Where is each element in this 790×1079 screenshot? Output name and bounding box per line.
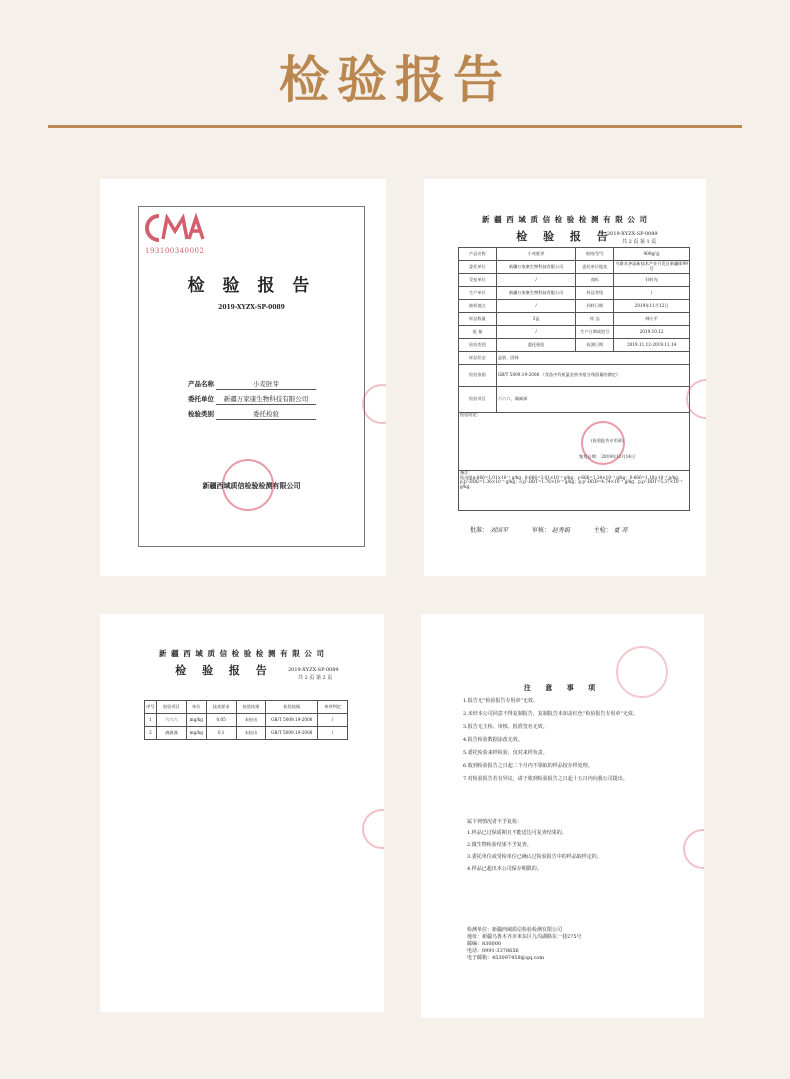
cma-code: 193100340002 <box>145 247 205 255</box>
table-cell: 0.05 <box>206 714 236 727</box>
info-value: 小麦胚芽 <box>496 248 576 261</box>
org-name: 新 疆 西 域 质 信 检 验 检 测 有 限 公 司 <box>159 649 325 658</box>
remark-text: 检出限α-666=1.01×10⁻³ g/kg；β-666=3.01×10⁻³ g/kg；γ-666=1.38×10⁻³ g/kg；δ-666=1.18×10⁻³ g/kg；p,p'-DDE=1.36×10⁻³ g/kg；o,p'-DDT=1.76×10⁻³ g/kg；p,p'-DDD=4.74×10⁻³ g/kg；p,p'-DDT=5.37×10⁻³ g/kg。 <box>460 474 683 489</box>
type-label: 检验类别 <box>188 410 214 418</box>
conclusion-cell <box>459 413 690 471</box>
notice-item: 4.报告检验数据涂改无效。 <box>463 737 523 743</box>
results-table <box>144 700 348 740</box>
info-value: 好时光 <box>614 274 690 287</box>
product-label: 产品名称 <box>188 380 214 388</box>
info-row <box>459 248 690 261</box>
review-signature: 赵秀娟 <box>551 527 570 534</box>
info-value: 乌鲁木齐高新技术产业开发区新疆街99号 <box>614 261 690 274</box>
notice-item: 3.报告无主检、审核、批准签名无效。 <box>463 724 548 730</box>
notice-item: 2.未经本公司同意不得复制报告，复制报告未加盖红色“检验报告专用章”无效。 <box>463 711 638 717</box>
column-header: 检验项目 <box>156 701 186 714</box>
table-cell: 2 <box>145 727 157 740</box>
test-label: 主检： <box>593 527 612 534</box>
cover-title: 检 验 报 告 <box>187 276 316 296</box>
column-header: 检验依据 <box>266 701 318 714</box>
basis-label: 检验依据 <box>459 365 497 387</box>
notice-page[interactable] <box>421 614 704 1018</box>
info-label: 委托单位地址 <box>576 261 614 274</box>
stamp-note: (检验报告专用章) <box>591 438 624 443</box>
report-number: 2019-XYZX-SP-0089 <box>288 667 339 673</box>
table-cell: 六六六 <box>156 714 186 727</box>
notice-item: 1.报告无“检验报告专用章”无效。 <box>463 698 538 704</box>
seam-seal <box>362 384 386 424</box>
notice-item: 7.对检验报告若有异议，请于收到检验报告之日起十五日内向我公司提出。 <box>463 776 628 782</box>
page-number: 共 2 页 第 2 页 <box>298 675 333 681</box>
notice-sub-item: 2.微生物检验结果不予复查。 <box>467 842 532 848</box>
cover-org: 新疆西域质信检验检测有限公司 <box>202 481 301 490</box>
column-header: 单位 <box>186 701 206 714</box>
org-name: 新 疆 西 域 质 信 检 验 检 测 有 限 公 司 <box>482 215 648 224</box>
info-label: 生产日期或批号 <box>576 326 614 339</box>
basis-value: GB/T 5009.19-2008 《食品中有机氯农药多组分残留量的测定》 <box>496 365 689 387</box>
seam-seal <box>683 829 704 869</box>
info-label: 抽样地点 <box>459 300 497 313</box>
report-number: 2019-XYZX-SP-0089 <box>607 231 658 237</box>
table-cell: 滴滴涕 <box>156 727 186 740</box>
info-label: 检验类别 <box>459 339 497 352</box>
notice-sub-item: 4.样品已超出本公司保存期限的。 <box>467 866 542 872</box>
column-header: 技术要求 <box>206 701 236 714</box>
notice-title: 注 意 事 项 <box>523 683 602 692</box>
sample-state-label: 样品状态 <box>459 352 497 365</box>
table-cell: 0.1 <box>206 727 236 740</box>
info-value: 2019年11月12日 <box>614 300 690 313</box>
info-label: 到样日期 <box>576 300 614 313</box>
table-cell: 未检出 <box>236 714 266 727</box>
column-header: 序号 <box>145 701 157 714</box>
notice-item: 5.委托检验来样检验，仅对来样负责。 <box>463 750 548 756</box>
title-divider <box>48 125 742 128</box>
report-cover-page[interactable] <box>100 179 386 576</box>
info-value: / <box>496 274 576 287</box>
info-label: 受检单位 <box>459 274 497 287</box>
info-value: 2019.10.12 <box>614 326 690 339</box>
info-row <box>459 300 690 313</box>
table-row <box>145 714 348 727</box>
info-label: 样 品 <box>576 313 614 326</box>
approve-signature: 刘国平 <box>489 527 508 534</box>
info-label: 生产单位 <box>459 287 497 300</box>
info-label: 检测日期 <box>576 339 614 352</box>
column-header: 单项判定 <box>318 701 348 714</box>
report-page-2[interactable] <box>100 614 384 1012</box>
seam-seal <box>362 809 384 849</box>
page-number: 共 2 页 第 1 页 <box>622 239 657 245</box>
table-cell: mg/kg <box>186 714 206 727</box>
column-header: 检验结果 <box>236 701 266 714</box>
info-value: / <box>496 326 576 339</box>
info-row <box>459 261 690 274</box>
review-label: 审核： <box>531 527 550 534</box>
report-title: 检 验 报 告 <box>516 230 614 243</box>
info-label: 批 量 <box>459 326 497 339</box>
table-cell: GB/T 5009.19-2008 <box>266 714 318 727</box>
items-label: 检验项目 <box>459 387 497 413</box>
notice-sub-item: 1.样品已过保质期且不能送达可复查结果的。 <box>467 830 567 836</box>
contact-line: 地址：新疆乌鲁木齐市米东区九沟湖路东一巷275号 <box>467 934 582 940</box>
info-label: 商标 <box>576 274 614 287</box>
page-title: 检验报告 <box>279 51 511 109</box>
table-cell: 1 <box>145 714 157 727</box>
table-cell: / <box>318 714 348 727</box>
client-label: 委托单位 <box>188 395 214 403</box>
info-label: 样品数量 <box>459 313 497 326</box>
info-label: 样品等级 <box>576 287 614 300</box>
info-value: 委托检验 <box>496 339 576 352</box>
info-label: 委托单位 <box>459 261 497 274</box>
info-value: 3盒 <box>496 313 576 326</box>
report-title: 检 验 报 告 <box>175 664 273 677</box>
info-value: / <box>496 300 576 313</box>
info-row <box>459 313 690 326</box>
items-value: 六六六、滴滴涕 <box>496 387 689 413</box>
table-header-row <box>145 701 348 714</box>
info-label: 产品名称 <box>459 248 497 261</box>
info-row <box>459 326 690 339</box>
table-row <box>145 727 348 740</box>
table-cell: 未检出 <box>236 727 266 740</box>
info-value: / <box>614 287 690 300</box>
info-value: 新疆万家康生物科技有限公司 <box>496 261 576 274</box>
info-value: 2019.11.12-2019.11.14 <box>614 339 690 352</box>
test-signature: 夏 亮 <box>613 527 628 534</box>
remark-label: 备注： <box>460 470 473 475</box>
info-value: 新疆万家康生物科技有限公司 <box>496 287 576 300</box>
type-value: 委托检验 <box>216 409 316 420</box>
info-row <box>459 274 690 287</box>
contact-line: 电子邮箱：453097458@qq.com <box>467 955 545 961</box>
product-value: 小麦胚芽 <box>216 379 316 390</box>
notice-sub-item: 3.委托单位或受检单位已确认过检验报告中的样品取样定的。 <box>467 854 602 860</box>
table-cell: GB/T 5009.19-2008 <box>266 727 318 740</box>
remark-cell <box>459 471 690 511</box>
cma-logo-icon <box>145 213 205 243</box>
info-row <box>459 339 690 352</box>
info-value: 400g/盒 <box>614 248 690 261</box>
notice-subhead: 属下列情况者不予复检： <box>467 819 523 825</box>
report-page-1[interactable] <box>424 179 706 576</box>
sample-state-value: 盒装、固体 <box>496 352 689 365</box>
notice-item: 6.收到检验报告之日起二个月内不领取的样品按存样处理。 <box>463 763 593 769</box>
contact-line: 检测单位：新疆西域质信检验检测有限公司 <box>467 927 563 933</box>
info-table <box>458 247 690 511</box>
info-row <box>459 287 690 300</box>
sign-date: 签发日期： 2019年11月14日 <box>579 454 636 459</box>
table-cell: / <box>318 727 348 740</box>
approve-label: 批准： <box>470 527 489 534</box>
conclusion-label: 检验结论： <box>460 412 481 417</box>
client-value: 新疆万家康生物科技有限公司 <box>216 394 316 405</box>
info-value: 韩小平 <box>614 313 690 326</box>
signature-row <box>470 525 628 534</box>
contact-line: 电话：0991-3378656 <box>467 948 519 954</box>
report-number: 2019-XYZX-SP-0089 <box>218 304 285 311</box>
info-label: 规格/型号 <box>576 248 614 261</box>
contact-line: 邮编：830000 <box>467 941 502 947</box>
table-cell: mg/kg <box>186 727 206 740</box>
